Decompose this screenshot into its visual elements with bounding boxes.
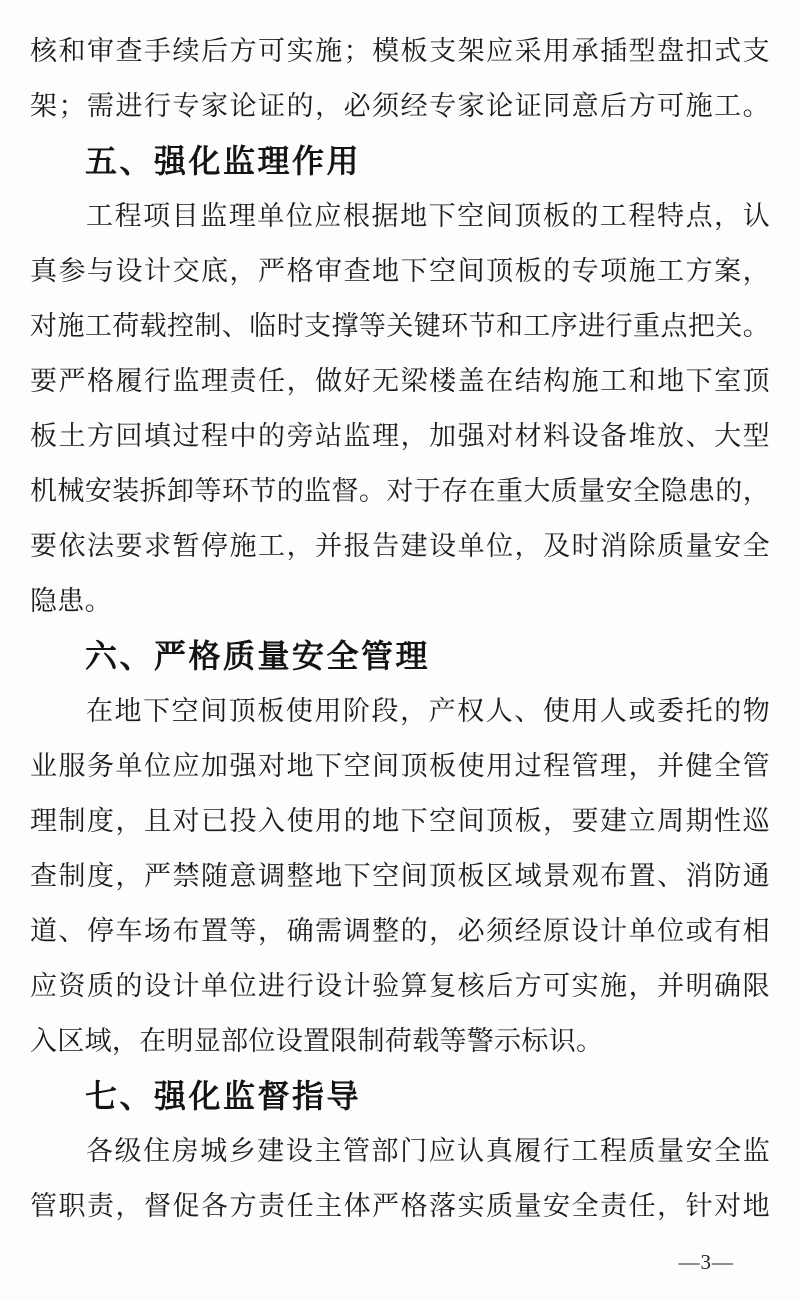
body-line: 要依法要求暂停施工，并报告建设单位，及时消除质量安全 xyxy=(30,531,770,561)
body-line: 隐患。 xyxy=(30,586,112,616)
body-line: 核和审查手续后方可实施；模板支架应采用承插型盘扣式支 xyxy=(30,36,770,66)
body-line: 理制度，且对已投入使用的地下空间顶板，要建立周期性巡 xyxy=(30,806,770,836)
body-line: 架；需进行专家论证的，必须经专家论证同意后方可施工。 xyxy=(30,91,770,121)
body-line: 管职责，督促各方责任主体严格落实质量安全责任，针对地 xyxy=(30,1191,770,1221)
body-line: 真参与设计交底，严格审查地下空间顶板的专项施工方案， xyxy=(30,256,770,286)
section-heading-6: 六、严格质量安全管理 xyxy=(85,638,431,674)
body-line: 查制度，严禁随意调整地下空间顶板区域景观布置、消防通 xyxy=(30,861,770,891)
body-line: 入区域，在明显部位设置限制荷载等警示标识。 xyxy=(30,1026,604,1056)
body-line: 板土方回填过程中的旁站监理，加强对材料设备堆放、大型 xyxy=(30,421,770,451)
section-heading-5: 五、强化监理作用 xyxy=(85,143,362,179)
body-line: 在地下空间顶板使用阶段，产权人、使用人或委托的物 xyxy=(86,696,770,726)
body-line: 道、停车场布置等，确需调整的，必须经原设计单位或有相 xyxy=(30,916,770,946)
body-line: 机械安装拆卸等环节的监督。对于存在重大质量安全隐患的， xyxy=(30,476,770,506)
body-line: 业服务单位应加强对地下空间顶板使用过程管理，并健全管 xyxy=(30,751,770,781)
body-line: 对施工荷载控制、临时支撑等关键环节和工序进行重点把关。 xyxy=(30,311,770,341)
body-line: 各级住房城乡建设主管部门应认真履行工程质量安全监 xyxy=(86,1136,770,1166)
page-footer xyxy=(30,1242,770,1282)
body-line: 工程项目监理单位应根据地下空间顶板的工程特点，认 xyxy=(86,201,770,231)
body-line: 应资质的设计单位进行设计验算复核后方可实施，并明确限 xyxy=(30,971,770,1001)
page-number: —3— xyxy=(678,1250,734,1274)
section-heading-7: 七、强化监督指导 xyxy=(85,1078,362,1114)
body-line: 要严格履行监理责任，做好无梁楼盖在结构施工和地下室顶 xyxy=(30,366,770,396)
